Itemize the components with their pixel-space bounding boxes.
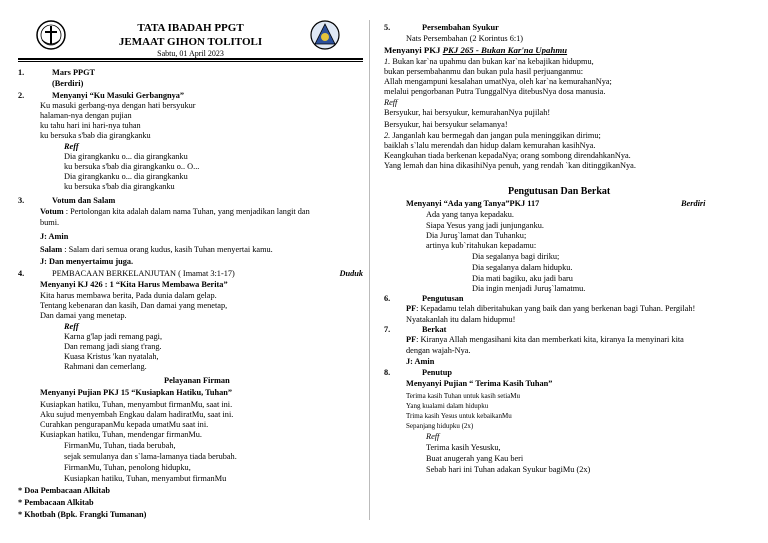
lyric-line: ku bersuka s'bab dia girangkanku	[40, 131, 151, 140]
header-rule-thin	[18, 61, 363, 62]
votum-cont: bumi.	[40, 218, 60, 227]
lyric-line: Trima kasih Yesus untuk kebaikanMu	[406, 412, 512, 420]
lyric-line: Ada yang tanya kepadaku.	[426, 210, 515, 219]
lyric-line: Rahmani dan cemerlang.	[64, 362, 147, 371]
section-4: 4. PEMBACAAN BERKELANJUTAN ( Imamat 3:1-17) Duduk	[18, 269, 363, 278]
pembacaan-alkitab: * Pembacaan Alkitab	[18, 498, 94, 507]
lyric-line: Sebab hari ini Tuhan adakan Syukur bagiMu (2x)	[426, 465, 591, 474]
reff-label: Reff	[384, 98, 398, 107]
pengutusan-heading: Pengutusan Dan Berkat	[508, 186, 611, 197]
lyric-line: ku bersuka s'bab dia girangkanku o.. O...	[64, 162, 200, 171]
lyric-line: Keangkuhan tiada berkenan kepadaNya; orang sombong direndahkanNya.	[384, 151, 631, 160]
berdiri-label: Berdiri	[681, 199, 706, 208]
lyric-line: Dia ingin menjadi Juruş`lamatmu.	[472, 284, 586, 293]
salam: Salam : Salam dari semua orang kudus, kasih Tuhan menyertai kamu.	[40, 245, 273, 254]
lyric-line: FirmanMu, Tuhan, tiada berubah,	[64, 441, 176, 450]
lyric-line: Kusiapkan hatiku, Tuhan, menyambut firmanMu	[64, 474, 227, 483]
lyric-line: Tentang kebenaran dan kasih, Dan damai yang menetap,	[40, 301, 228, 310]
berkat-text-cont: dengan wajah-Nya.	[406, 346, 471, 355]
header-title: TATA IBADAH PPGT	[137, 22, 244, 34]
response-amin: J: Amin	[40, 232, 69, 241]
lyric-line: Dia girangkanku o... dia girangkanku	[64, 172, 188, 181]
song-pkj15: Menyanyi Pujian PKJ 15 “Kusiapkan Hatiku, Tuhan”	[40, 388, 233, 397]
song-kj426: Menyanyi KJ 426 : 1 “Kita Harus Membawa Berita”	[40, 280, 228, 289]
pengutusan-text: PF: Kepadamu telah diberitahukan yang baik dan yang berkenan bagi Tuhan. Pergilah!	[406, 304, 696, 313]
lyric-line: Sepanjang hidupku (2x)	[406, 422, 474, 430]
lyric-line: Ku masuki gerbang-nya dengan hati bersyukur	[40, 101, 196, 110]
doa-pembacaan: * Doa Pembacaan Alkitab	[18, 486, 110, 495]
lyric-line: ku tahu hari ini hari-nya tuhan	[40, 121, 141, 130]
lyric-line: Allah mengampuni kesalahan umatNya, oleh kar`na kemurahanNya;	[384, 77, 612, 86]
verse-1: 1. Bukan kar`na upahmu dan bukan kar`na kebajikan hidupmu,	[384, 57, 594, 66]
section-3: 3. Votum dan Salam	[18, 196, 116, 205]
nats-persembahan: Nats Persembahan (2 Korintus 6:1)	[406, 34, 524, 43]
reff-label: Reff	[64, 142, 79, 151]
response-amin: J: Amin	[406, 357, 435, 366]
khotbah: * Khotbah (Bpk. Frangki Tumanan)	[18, 510, 147, 519]
lyric-line: Curahkan pengurapanMu kepada umatMu saat ini.	[40, 420, 209, 429]
lyric-line: halaman-nya dengan pujian	[40, 111, 132, 120]
lyric-line: Kusiapkan hatiku, Tuhan, mendengar firmanMu.	[40, 430, 202, 439]
lyric-line: Terima kasih Yesusku,	[426, 443, 501, 452]
lyric-line: Bersyukur, hai bersyukur selamanya!	[384, 120, 508, 129]
lyric-line: bukan persembahanmu dan bukan pula hasil perjuanganmu:	[384, 67, 584, 76]
lyric-line: Dan remang jadi siang t'rang.	[64, 342, 162, 351]
ppgt-logo-icon	[310, 20, 340, 50]
section-2: 2. Menyanyi “Ku Masuki Gerbangnya”	[18, 91, 185, 100]
lyric-line: Dia mati bagiku, aku jadi baru	[472, 274, 573, 283]
lyric-line: Aku sujud menyembah Engkau dalam hadiratMu, saat ini.	[40, 410, 234, 419]
lyric-line: Bersyukur, hai bersyukur, kemurahanNya pujilah!	[384, 108, 551, 117]
lyric-line: Dia girangkanku o... dia girangkanku	[64, 152, 188, 161]
verse-2: 2. Janganlah kau bermegah dan jangan pula meninggikan dirimu;	[384, 131, 601, 140]
duduk-label: Duduk	[339, 269, 363, 278]
response-salam: J: Dan menyertaimu juga.	[40, 257, 134, 266]
song-terima-kasih: Menyanyi Pujian “ Terima Kasih Tuhan”	[406, 379, 553, 388]
lyric-line: Dia Juruş`lamat dan Tuhanku;	[426, 231, 527, 240]
right-column	[384, 0, 758, 543]
section-1-sub: (Berdiri)	[52, 79, 84, 88]
lyric-line: Yang lemah dan hina dikasihiNya penuh, yang rendah `kan ditinggikanNya.	[384, 161, 636, 170]
section-7: 7. Berkat	[384, 325, 447, 334]
lyric-line: FirmanMu, Tuhan, penolong hidupku,	[64, 463, 191, 472]
lyric-line: sejak semulanya dan s`lama-lamanya tiada berubah.	[64, 452, 237, 461]
berkat-text: PF: Kiranya Allah mengasihani kita dan memberkati kita, kiranya Ia menyinari kita	[406, 335, 684, 344]
lyric-line: baiklah s`lalu merendah dan hidup dalam kemurahan kasihNya.	[384, 141, 596, 150]
section-1: 1. Mars PPGT	[18, 68, 96, 77]
pelayanan-firman: Pelayanan Firman	[164, 376, 230, 385]
header-church: JEMAAT GIHON TOLITOLI	[118, 36, 263, 48]
reff-label: Reff	[64, 322, 79, 331]
lyric-line: Kita harus membawa berita, Pada dunia dalam gelap.	[40, 291, 217, 300]
section-8: 8. Penutup	[384, 368, 452, 377]
song-pkj265: Menyanyi PKJ PKJ 265 - Bukan Kar'na Upahmu	[384, 45, 568, 55]
lyric-line: Dia segalanya bagi diriku;	[472, 252, 560, 261]
lyric-line: Karna g'lap jadi remang pagi,	[64, 332, 163, 341]
lyric-line: Kusiapkan hatiku, Tuhan, menyambut firmanMu, saat ini.	[40, 400, 233, 409]
left-column	[18, 0, 363, 543]
pengutusan-text-cont: Nyatakanlah itu dalam hidupmu!	[406, 315, 516, 324]
reff-label: Reff	[426, 432, 440, 441]
header-rule	[18, 58, 363, 60]
lyric-line: Dan damai yang menetap.	[40, 311, 127, 320]
votum: Votum : Pertolongan kita adalah dalam nama Tuhan, yang menjadikan langit dan	[40, 207, 310, 216]
lyric-line: melalui pengorbanan Putra TunggalNya ditebusNya dosa manusia.	[384, 87, 606, 96]
lyric-line: Kuasa Kristus 'kan nyatalah,	[64, 352, 159, 361]
lyric-line: ku bersuka s'bab dia girangkanku	[64, 182, 175, 191]
lyric-line: Siapa Yesus yang jadi junjunganku.	[426, 221, 544, 230]
lyric-line: artinya kub`ritahukan kepadamu:	[426, 241, 537, 250]
header-date: Sabtu, 01 April 2023	[157, 49, 224, 58]
section-5: 5. Persembahan Syukur	[384, 23, 499, 32]
song-pkj117: Menyanyi “Ada yang Tanya”PKJ 117 Berdiri	[406, 199, 706, 208]
lyric-line: Yang kualami dalam hidupku	[406, 402, 489, 410]
lyric-line: Dia segalanya dalam hidupku.	[472, 263, 573, 272]
section-6: 6. Pengutusan	[384, 294, 464, 303]
column-divider	[369, 20, 370, 520]
lyric-line: Buat anugerah yang Kau beri	[426, 454, 524, 463]
lyric-line: Terima kasih Tuhan untuk kasih setiaMu	[406, 392, 521, 400]
